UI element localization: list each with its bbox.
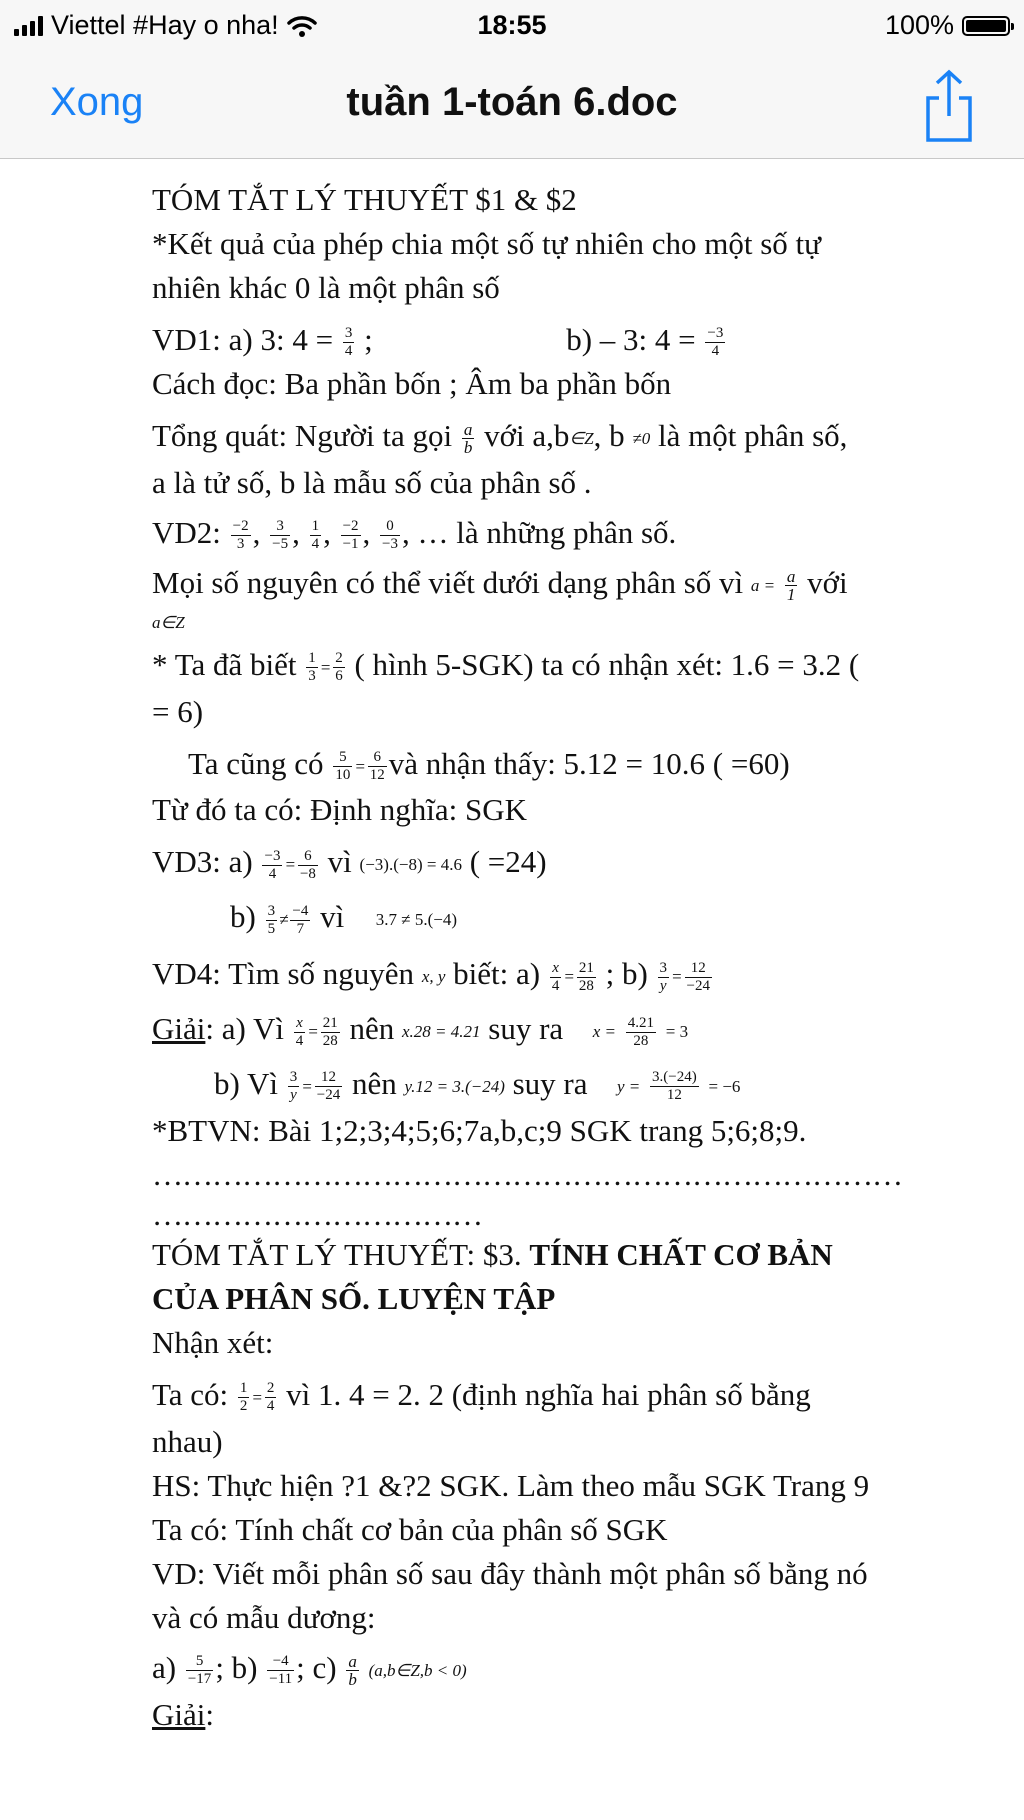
doc-text: VD2: xyxy=(152,514,221,550)
doc-solution-b xyxy=(152,1062,972,1109)
fraction-num: x xyxy=(294,1015,306,1033)
doc-text: suy ra xyxy=(488,1011,564,1047)
doc-text: a) xyxy=(152,1649,177,1685)
not-equal-sign: ≠ xyxy=(279,910,289,930)
fraction-den: −5 xyxy=(272,536,289,553)
doc-example xyxy=(152,1373,972,1420)
doc-text: ; b) xyxy=(605,956,648,992)
fraction-num: 1 xyxy=(308,650,316,667)
doc-text: b) Vì xyxy=(214,1066,279,1102)
doc-solution-heading xyxy=(152,1693,972,1737)
doc-also xyxy=(152,742,972,789)
fraction xyxy=(262,848,282,883)
doc-text: nên xyxy=(349,1011,395,1047)
fraction-num: −3 xyxy=(264,847,281,864)
fraction xyxy=(368,749,387,784)
fraction-num: a xyxy=(786,567,796,587)
doc-known xyxy=(152,643,972,690)
fraction-den: 28 xyxy=(322,1032,338,1049)
fraction-den: 10 xyxy=(335,766,351,783)
doc-math: x.28 = 4.21 xyxy=(402,1022,481,1042)
fraction-num: 5 xyxy=(333,749,352,767)
fraction xyxy=(658,960,670,995)
doc-math: 3.7 ≠ 5.(−4) xyxy=(375,910,458,930)
fraction xyxy=(341,518,361,553)
doc-text: b) xyxy=(230,899,256,935)
fraction-num: a xyxy=(348,1652,357,1672)
doc-text: Ta cũng có xyxy=(188,745,324,781)
doc-text: a là tử số, b là mẫu số của phân số . xyxy=(152,464,592,500)
doc-heading-2-cont: CỦA PHÂN SỐ. LUYỆN TẬP xyxy=(152,1280,556,1316)
fraction-den: 5 xyxy=(267,920,276,937)
fraction xyxy=(321,1015,340,1050)
doc-text: vì xyxy=(320,899,345,935)
fraction-num: a xyxy=(463,420,473,440)
doc-text: = 6) xyxy=(152,693,204,729)
doc-text: , … là những phân số. xyxy=(402,514,677,550)
doc-math: x, y xyxy=(421,967,446,987)
doc-text: Nhận xét: xyxy=(152,1324,274,1360)
separator: , xyxy=(323,514,339,550)
carrier-label: Viettel #Hay o nha! xyxy=(51,10,279,40)
fraction xyxy=(231,518,251,553)
doc-text: VD: Viết mỗi phân số sau đây thành một phân số bằng nó xyxy=(152,1555,868,1591)
doc-text: TÓM TẮT LÝ THUYẾT: $3. xyxy=(152,1236,522,1272)
fraction-den: 28 xyxy=(633,1032,649,1049)
fraction-num: 21 xyxy=(578,959,594,976)
equals-sign: = xyxy=(284,855,296,875)
fraction-num: 3 xyxy=(289,1069,298,1086)
fraction-num: −2 xyxy=(342,518,359,535)
fraction-num: 6 xyxy=(298,848,318,866)
doc-general xyxy=(152,414,972,461)
fraction-den: 7 xyxy=(296,920,305,937)
fraction-den: −3 xyxy=(382,536,399,553)
done-button[interactable]: Xong xyxy=(50,80,144,124)
fraction-num: 6 xyxy=(368,749,387,767)
doc-heading-1: TÓM TẮT LÝ THUYẾT $1 & $2 xyxy=(152,182,577,217)
document-title: tuần 1-toán 6.doc xyxy=(346,80,678,124)
doc-text: Giải xyxy=(152,1011,206,1047)
fraction xyxy=(626,1015,656,1050)
fraction-den: −8 xyxy=(299,865,316,882)
fraction xyxy=(266,903,278,938)
fraction xyxy=(294,1015,306,1050)
status-bar xyxy=(0,0,1024,52)
doc-text: * Ta đã biết xyxy=(152,646,297,682)
fraction xyxy=(315,1069,342,1104)
separator: , xyxy=(252,514,269,550)
doc-text: ( hình 5-SGK) ta có nhận xét: 1.6 = 3.2 ( xyxy=(354,646,860,682)
doc-text: HS: Thực hiện ?1 &?2 SGK. Làm theo mẫu SGK Trang 9 xyxy=(152,1467,870,1503)
doc-text: nhiên khác 0 là một phân số xyxy=(152,270,500,305)
doc-text: suy ra xyxy=(512,1066,588,1102)
doc-vd1 xyxy=(152,318,972,362)
fraction xyxy=(462,421,475,456)
fraction xyxy=(346,1653,359,1688)
fraction-den: 3 xyxy=(236,536,245,553)
battery-icon xyxy=(962,16,1010,36)
doc-text: Mọi số nguyên có thể viết dưới dạng phân số vì xyxy=(152,564,744,600)
fraction-num: 4.21 xyxy=(627,1014,654,1031)
fraction-den: b xyxy=(463,438,473,458)
doc-text: *Kết quả của phép chia một số tự nhiên cho một số tự xyxy=(152,226,821,261)
doc-text: VD1: a) 3: 4 = xyxy=(152,322,334,357)
vd2-fraction-list xyxy=(229,514,402,553)
fraction-num: 12 xyxy=(315,1069,342,1087)
fraction-num: 1 xyxy=(239,1380,248,1397)
doc-text: là một phân số, xyxy=(657,418,848,453)
fraction xyxy=(288,1069,300,1104)
equals-sign: = xyxy=(563,967,575,987)
doc-text: biết: a) xyxy=(453,956,541,992)
fraction-num: 2 xyxy=(266,1380,275,1397)
fraction xyxy=(290,903,310,938)
doc-text: ; xyxy=(364,322,373,357)
fraction-den: −1 xyxy=(342,536,359,553)
share-icon[interactable] xyxy=(922,68,976,144)
battery-percent: 100% xyxy=(884,10,954,40)
fraction-den: 4 xyxy=(268,865,277,882)
fraction xyxy=(705,325,725,360)
doc-text: : a) Vì xyxy=(205,1011,285,1047)
fraction-num: 3 xyxy=(267,902,276,919)
fraction-den: b xyxy=(348,1670,357,1690)
doc-text: b) – 3: 4 = xyxy=(566,322,696,357)
fraction-num: −4 xyxy=(292,902,309,919)
fraction-den: 6 xyxy=(335,668,343,685)
fraction xyxy=(310,518,322,553)
fraction-num: 12 xyxy=(685,960,712,978)
doc-text: nhau) xyxy=(152,1423,223,1459)
doc-math: (a,b∈Z,b < 0) xyxy=(368,1660,467,1680)
doc-text: Ta có: Tính chất cơ bản của phân số SGK xyxy=(152,1511,668,1547)
doc-text: TÍNH CHẤT CƠ BẢN xyxy=(529,1236,833,1272)
equals-sign: = xyxy=(671,967,683,987)
fraction-num: 0 xyxy=(380,518,400,536)
fraction-num: 21 xyxy=(322,1014,338,1031)
fraction xyxy=(333,650,345,685)
doc-heading-2 xyxy=(152,1233,972,1277)
fraction-num: 1 xyxy=(311,518,320,535)
doc-text: ; c) xyxy=(296,1649,337,1685)
fraction xyxy=(298,848,318,883)
fraction-num: 5 xyxy=(186,1653,213,1671)
doc-vd2 xyxy=(152,511,972,555)
fraction-den: −11 xyxy=(269,1671,293,1688)
fraction-den: 4 xyxy=(551,977,560,994)
fraction-num: 3 xyxy=(659,959,668,976)
fraction-num: x xyxy=(550,960,562,978)
fraction-den: y xyxy=(659,977,667,994)
doc-text: ( =24) xyxy=(469,844,547,880)
fraction-num: 3 xyxy=(270,518,290,536)
doc-math: ≠0 xyxy=(632,428,651,448)
equals-sign: = xyxy=(301,1076,313,1096)
fraction-den: 12 xyxy=(666,1087,682,1104)
fraction-num: −4 xyxy=(267,1653,294,1671)
equals-sign: = xyxy=(307,1022,319,1042)
fraction-den: 3 xyxy=(308,668,316,685)
doc-text: vì xyxy=(327,844,352,880)
fraction xyxy=(265,1380,277,1415)
doc-math: a = xyxy=(750,575,776,595)
fraction xyxy=(306,650,318,685)
doc-vd4 xyxy=(152,952,972,999)
fraction-den: 4 xyxy=(344,343,353,360)
navigation-bar xyxy=(0,52,1024,159)
fraction-den: 4 xyxy=(711,343,720,360)
fraction-den: 28 xyxy=(578,977,594,994)
fraction xyxy=(577,960,596,995)
fraction-num: −3 xyxy=(707,325,724,342)
dotted-separator: …………………………… xyxy=(152,1196,482,1232)
doc-text: và có mẫu dương: xyxy=(152,1599,376,1635)
doc-text: với a,b xyxy=(484,418,570,453)
doc-math: x = xyxy=(592,1022,616,1042)
doc-text: : xyxy=(205,1696,214,1732)
doc-text: Từ đó ta có: Định nghĩa: SGK xyxy=(152,792,527,828)
fraction-num: −2 xyxy=(232,518,249,535)
separator: , xyxy=(362,514,379,550)
fraction-den: 4 xyxy=(295,1032,304,1049)
fraction-den: −24 xyxy=(316,1087,341,1104)
doc-vd3b xyxy=(152,895,972,942)
fraction xyxy=(267,1653,294,1688)
doc-text: với xyxy=(807,564,848,600)
fraction-den: 12 xyxy=(369,766,385,783)
doc-math: ∈Z xyxy=(569,428,594,448)
doc-integers xyxy=(152,561,972,608)
doc-text: VD3: a) xyxy=(152,844,253,880)
equals-sign: = xyxy=(319,657,332,677)
doc-math: y.12 = 3.(−24) xyxy=(404,1076,505,1096)
doc-text: , b xyxy=(593,418,625,453)
doc-math: y = xyxy=(617,1076,641,1096)
fraction-num: 2 xyxy=(335,650,343,667)
doc-vd3a xyxy=(152,840,972,887)
doc-text: vì 1. 4 = 2. 2 (định nghĩa hai phân số bằng xyxy=(286,1376,811,1412)
doc-text: VD4: Tìm số nguyên xyxy=(152,956,415,992)
doc-text: và nhận thấy: 5.12 = 10.6 ( =60) xyxy=(388,745,790,781)
fraction-den: −17 xyxy=(187,1671,212,1688)
doc-math: a∈Z xyxy=(152,612,185,632)
clock: 18:55 xyxy=(477,10,547,40)
equals-sign: = xyxy=(251,1387,263,1407)
fraction-den: 2 xyxy=(239,1398,248,1415)
doc-math: (−3).(−8) = 4.6 xyxy=(359,855,462,875)
doc-text: Giải xyxy=(152,1696,206,1732)
separator: , xyxy=(292,514,308,550)
fraction xyxy=(186,1653,213,1688)
fraction-den: y xyxy=(290,1087,297,1104)
doc-text: Ta có: xyxy=(152,1376,229,1412)
fraction-num: 3.(−24) xyxy=(652,1069,697,1086)
fraction xyxy=(650,1069,699,1104)
status-right xyxy=(885,10,1010,41)
doc-text: ; b) xyxy=(215,1649,258,1685)
fraction xyxy=(685,960,712,995)
fraction-num: 3 xyxy=(344,325,353,342)
fraction xyxy=(238,1380,250,1415)
fraction xyxy=(270,518,290,553)
doc-solution-a xyxy=(152,1007,972,1054)
doc-exercise xyxy=(152,1646,972,1693)
doc-text: nên xyxy=(351,1066,397,1102)
fraction xyxy=(380,518,400,553)
doc-text: Tổng quát: Người ta gọi xyxy=(152,418,453,453)
doc-math: = 3 xyxy=(665,1022,689,1042)
fraction xyxy=(785,568,798,603)
fraction-den: 1 xyxy=(786,585,796,605)
doc-math: = −6 xyxy=(708,1076,741,1096)
doc-homework: *BTVN: Bài 1;2;3;4;5;6;7a,b,c;9 SGK trang 5;6;8;9. xyxy=(152,1112,807,1148)
fraction-den: 4 xyxy=(311,536,320,553)
equals-sign: = xyxy=(354,756,366,776)
doc-text: Cách đọc: Ba phần bốn ; Âm ba phần bốn xyxy=(152,366,672,401)
fraction xyxy=(550,960,562,995)
fraction-den: 4 xyxy=(266,1398,275,1415)
doc-math xyxy=(152,608,972,635)
fraction xyxy=(333,749,352,784)
fraction xyxy=(343,325,355,360)
dotted-separator: ………………………………………………………………… xyxy=(152,1156,902,1192)
document-body xyxy=(152,178,972,1737)
fraction-den: −24 xyxy=(686,977,710,994)
